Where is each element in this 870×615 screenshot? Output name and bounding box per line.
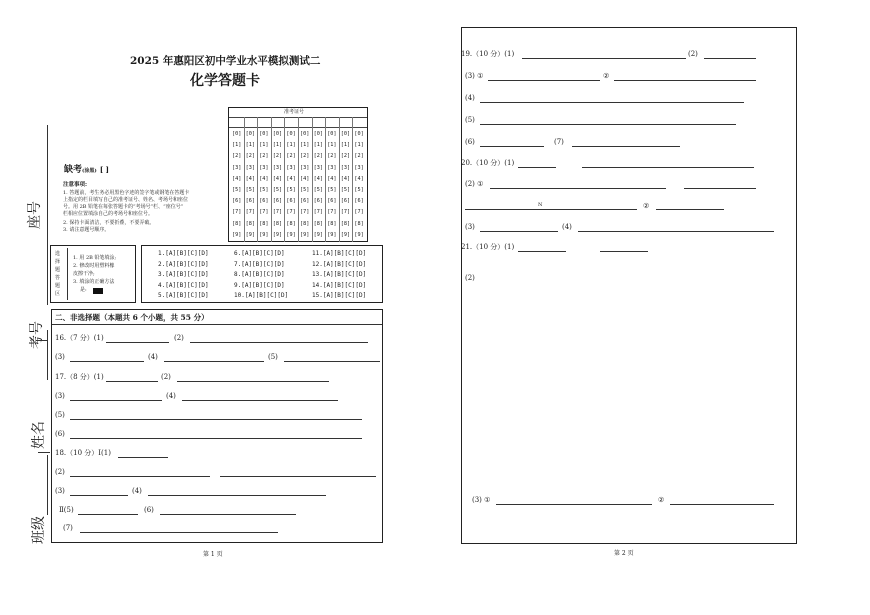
choice-question-row[interactable]: 11.[A][B][C][D] — [312, 250, 367, 257]
q18-3-line[interactable] — [70, 495, 128, 496]
q16-1-line[interactable] — [106, 342, 169, 343]
notice-line: 2. 保持卡面清洁，不要折叠，不要弄破。 — [63, 220, 155, 226]
exam-id-bubble[interactable]: [4] — [354, 175, 364, 182]
choice-question-row[interactable]: 2.[A][B][C][D] — [158, 260, 209, 268]
exam-id-bubble[interactable]: [9] — [313, 231, 323, 238]
answer-box-page-2 — [461, 27, 797, 544]
q17-4-label: (4) — [166, 392, 176, 400]
q19-4-label: (4) — [465, 94, 475, 102]
q18-5-line[interactable] — [78, 514, 138, 515]
exam-id-bubble[interactable]: [1] — [286, 142, 296, 149]
exam-id-bubble[interactable]: [6] — [354, 198, 364, 205]
card-title: 化学答题卡 — [190, 73, 260, 89]
exam-id-bubble[interactable]: [3] — [340, 164, 351, 171]
choice-question-row[interactable]: 4.[A][B][C][D] — [158, 281, 209, 289]
exam-id-bubble[interactable]: [8] — [313, 220, 323, 227]
exam-id-bubble[interactable]: [8] — [340, 220, 351, 227]
q18-6-line[interactable] — [160, 514, 296, 515]
q16-2-label: (2) — [174, 334, 184, 342]
exam-id-bubble[interactable]: [3] — [327, 164, 337, 171]
choice-question-row[interactable]: 13.[A][B][C][D] — [312, 271, 367, 278]
q19-7-line[interactable] — [572, 146, 680, 147]
exam-id-bubble[interactable]: [9] — [327, 231, 337, 238]
page-1-footer: 第 1 页 — [203, 551, 223, 558]
q18-1-label: 18.（10 分）Ⅰ(1) — [55, 449, 111, 457]
exam-id-bubble[interactable]: [3] — [354, 164, 364, 171]
q17-1-line[interactable] — [106, 381, 158, 382]
side-label-class: 班级 — [31, 516, 47, 544]
exam-id-bubble[interactable]: [2] — [259, 153, 269, 160]
choice-question-row[interactable]: 15.[A][B][C][D] — [312, 292, 367, 299]
exam-id-bubble[interactable]: [2] — [300, 153, 310, 160]
q21-1b-line[interactable] — [600, 251, 648, 252]
exam-id-bubble[interactable]: [6] — [286, 198, 296, 205]
q18-2-line-a[interactable] — [70, 476, 210, 477]
q20-1b-line[interactable] — [582, 167, 754, 168]
q16-2-line[interactable] — [190, 342, 368, 343]
choice-question-row[interactable]: 3.[A][B][C][D] — [158, 271, 209, 278]
q17-2-line[interactable] — [177, 381, 329, 382]
exam-title: 2025 年惠阳区初中学业水平模拟测试二 — [130, 55, 321, 67]
exam-id-bubble[interactable]: [8] — [354, 220, 364, 227]
choice-question-row[interactable]: 14.[A][B][C][D] — [312, 281, 367, 289]
exam-id-bubble[interactable]: [8] — [327, 220, 337, 227]
exam-id-bubble[interactable]: [0] — [313, 131, 323, 137]
q21-3a-line[interactable] — [496, 504, 652, 505]
exam-id-bubble[interactable]: [6] — [232, 198, 242, 205]
exam-id-bubble[interactable]: [2] — [272, 153, 283, 160]
notice-line: 1. 答题前，考生务必用黑色字迹的签字笔或钢笔在答题卡 — [63, 190, 190, 196]
exam-id-bubble[interactable]: [7] — [313, 209, 323, 216]
section-2-title: 二、非选择题（本题共 6 个小题，共 55 分） — [55, 313, 209, 322]
notice-line: 号。用 2B 铅笔在每张答题卡的“考场号”栏、“座位号” — [63, 204, 184, 210]
q20-3-line[interactable] — [480, 231, 558, 232]
exam-id-bubble[interactable]: [7] — [259, 209, 269, 216]
q17-1-label: 17.（8 分）(1) — [55, 373, 104, 381]
q16-1-label: 16.（7 分）(1) — [55, 334, 104, 342]
exam-id-bubble[interactable]: [2] — [313, 153, 323, 160]
q16-4-line[interactable] — [164, 361, 264, 362]
q20-3-label: (3) — [465, 223, 475, 231]
exam-id-bubble[interactable]: [4] — [313, 175, 323, 182]
exam-id-bubble[interactable]: [4] — [245, 175, 255, 182]
exam-id-bubble[interactable]: [7] — [340, 209, 351, 216]
exam-id-bubble[interactable]: [7] — [272, 209, 283, 216]
q16-5-line[interactable] — [284, 361, 380, 362]
exam-id-bubble[interactable]: [9] — [286, 231, 296, 238]
q19-4-line[interactable] — [480, 102, 744, 103]
exam-id-bubble[interactable]: [4] — [272, 175, 283, 182]
choice-question-row[interactable]: 5.[A][B][C][D] — [158, 292, 209, 299]
q16-5-label: (5) — [268, 353, 278, 361]
exam-id-header: 准考证号 — [284, 109, 305, 115]
exam-id-bubble[interactable]: [2] — [245, 153, 255, 160]
q20-2c-line[interactable] — [465, 209, 637, 210]
exam-id-bubble[interactable]: [1] — [313, 142, 323, 149]
exam-id-bubble[interactable]: [3] — [232, 164, 242, 171]
q21-1a-line[interactable] — [518, 251, 566, 252]
exam-id-bubble[interactable]: [5] — [272, 187, 283, 193]
exam-id-bubble[interactable]: [4] — [300, 175, 310, 182]
exam-id-bubble[interactable]: [6] — [272, 198, 283, 205]
q18-2-line-b[interactable] — [220, 476, 376, 477]
q19-7-label: (7) — [554, 138, 564, 146]
page-2-footer: 第 2 页 — [614, 550, 634, 557]
notice-line: 3. 请注意题号顺序。 — [63, 227, 110, 233]
choice-question-row[interactable]: 9.[A][B][C][D] — [234, 281, 285, 289]
exam-id-bubble[interactable]: [0] — [232, 131, 242, 137]
exam-id-bubble[interactable]: [4] — [340, 175, 351, 182]
q19-6-label: (6) — [465, 138, 475, 146]
exam-id-bubble[interactable]: [4] — [327, 175, 337, 182]
exam-id-bubble[interactable]: [9] — [340, 231, 351, 238]
q16-3-line[interactable] — [70, 361, 144, 362]
q20-2d-label: ② — [643, 202, 650, 210]
exam-id-bubble[interactable]: [0] — [300, 131, 310, 137]
exam-id-bubble[interactable]: [5] — [232, 187, 242, 193]
q16-4-label: (4) — [148, 353, 158, 361]
q17-4-line[interactable] — [182, 400, 338, 401]
exam-id-bubble[interactable]: [3] — [300, 164, 310, 171]
exam-id-bubble[interactable]: [1] — [245, 142, 255, 149]
exam-id-bubble[interactable]: [5] — [245, 187, 255, 193]
non-choice-section — [51, 309, 383, 543]
q18-7-line[interactable] — [80, 532, 278, 533]
exam-id-bubble[interactable]: [9] — [300, 231, 310, 238]
exam-id-bubble[interactable]: [9] — [272, 231, 283, 238]
q20-1-label: 20.（10 分）(1) — [461, 159, 515, 167]
selection-rules-box: 选 择 题 答 题 区 1. 用 2B 铅笔填涂; 2. 修改时用塑料橡 皮擦干净; 3. 填涂的正确方法 是: — [50, 245, 136, 303]
exam-id-bubble[interactable]: [4] — [286, 175, 296, 182]
q19-2-line[interactable] — [704, 58, 756, 59]
exam-id-bubble[interactable]: [3] — [313, 164, 323, 171]
exam-id-bubble[interactable]: [0] — [259, 131, 269, 137]
exam-id-bubble[interactable]: [7] — [286, 209, 296, 216]
notice-line: 上指定的栏目填写自己的准考证号、姓名、考场号和座位 — [63, 197, 189, 203]
exam-id-bubble[interactable]: [1] — [232, 142, 242, 149]
exam-id-bubble[interactable]: [1] — [340, 142, 351, 149]
exam-id-bubble[interactable]: [6] — [313, 198, 323, 205]
exam-id-bubble[interactable]: [7] — [354, 209, 364, 216]
q19-2-label: (2) — [688, 50, 698, 58]
q18-3-label: (3) — [55, 487, 65, 495]
q19-1-line[interactable] — [522, 58, 686, 59]
exam-id-bubble[interactable]: [1] — [300, 142, 310, 149]
exam-id-bubble[interactable]: [3] — [259, 164, 269, 171]
exam-id-bubble[interactable]: [0] — [327, 131, 337, 137]
q17-5-label: (5) — [55, 411, 65, 419]
exam-id-bubble[interactable]: [6] — [259, 198, 269, 205]
exam-id-bubble[interactable]: [6] — [340, 198, 351, 205]
q20-4-line[interactable] — [578, 231, 774, 232]
q20-2d-line[interactable] — [656, 209, 724, 210]
q19-3a-line[interactable] — [488, 80, 600, 81]
exam-id-bubble[interactable]: [8] — [272, 220, 283, 227]
q18-7-label: (7) — [63, 524, 73, 532]
exam-id-bubble[interactable]: [8] — [259, 220, 269, 227]
choice-question-row[interactable]: 7.[A][B][C][D] — [234, 260, 285, 268]
exam-id-bubble[interactable]: [5] — [300, 187, 310, 193]
q19-3-label: (3) ① — [465, 72, 484, 80]
choice-question-row[interactable]: 6.[A][B][C][D] — [234, 250, 285, 257]
q21-3-label: (3) ① — [472, 496, 491, 504]
q20-1a-line[interactable] — [518, 167, 556, 168]
exam-id-bubble[interactable]: [5] — [259, 187, 269, 193]
q17-5-line[interactable] — [70, 419, 362, 420]
q16-3-label: (3) — [55, 353, 65, 361]
exam-id-bubble[interactable]: [1] — [272, 142, 283, 149]
exam-id-bubble[interactable]: [8] — [286, 220, 296, 227]
exam-id-bubble[interactable]: [0] — [354, 131, 364, 137]
q21-3b-line[interactable] — [670, 504, 774, 505]
exam-id-bubble[interactable]: [5] — [340, 187, 351, 193]
exam-id-bubble[interactable]: [8] — [300, 220, 310, 227]
notice-line: 栏相应位置填涂自己的考场号和座位号。 — [63, 211, 154, 217]
exam-id-bubble[interactable]: [0] — [272, 131, 283, 137]
exam-id-bubble[interactable]: [0] — [286, 131, 296, 137]
exam-id-grid — [228, 107, 368, 242]
exam-id-bubble[interactable]: [7] — [245, 209, 255, 216]
side-label-exam-no: 考号 — [29, 321, 45, 349]
exam-id-bubble[interactable]: [7] — [300, 209, 310, 216]
q20-n-mark: N — [538, 202, 543, 208]
q17-3-line[interactable] — [70, 400, 162, 401]
q17-2-label: (2) — [161, 373, 171, 381]
exam-id-bubble[interactable]: [6] — [327, 198, 337, 205]
exam-id-bubble[interactable]: [1] — [327, 142, 337, 149]
exam-id-bubble[interactable]: [7] — [232, 209, 242, 216]
filled-mark-sample — [93, 288, 103, 294]
exam-id-bubble[interactable]: [2] — [354, 153, 364, 160]
exam-id-bubble[interactable]: [1] — [259, 142, 269, 149]
q18-4-line[interactable] — [148, 495, 326, 496]
q18-2-label: (2) — [55, 468, 65, 476]
q21-1-label: 21.（10 分）(1) — [461, 243, 515, 251]
choice-question-row[interactable]: 1.[A][B][C][D] — [158, 250, 209, 257]
side-label-name: 姓名 — [31, 421, 47, 449]
exam-id-bubble[interactable]: [0] — [340, 131, 351, 137]
exam-id-bubble[interactable]: [9] — [354, 231, 364, 238]
exam-id-bubble[interactable]: [2] — [232, 153, 242, 160]
exam-id-bubble[interactable]: [5] — [327, 187, 337, 193]
q17-6-line[interactable] — [70, 438, 362, 439]
choice-question-row[interactable]: 10.[A][B][C][D] — [234, 292, 289, 299]
q20-4-label: (4) — [562, 223, 572, 231]
exam-id-bubble[interactable]: [8] — [245, 220, 255, 227]
q21-2-label: (2) — [465, 274, 475, 282]
exam-id-bubble[interactable]: [2] — [340, 153, 351, 160]
exam-id-bubble[interactable]: [3] — [286, 164, 296, 171]
q19-1-label: 19.（10 分）(1) — [461, 50, 515, 58]
q20-2b-line[interactable] — [684, 188, 756, 189]
q17-6-label: (6) — [55, 430, 65, 438]
q18-1-line[interactable] — [118, 457, 168, 458]
q19-5-label: (5) — [465, 116, 475, 124]
notice-title: 注意事项: — [63, 182, 88, 188]
q19-3b-label: ② — [603, 72, 610, 80]
exam-id-bubble[interactable]: [6] — [245, 198, 255, 205]
exam-id-bubble[interactable]: [4] — [259, 175, 269, 182]
exam-id-bubble[interactable]: [8] — [232, 220, 242, 227]
exam-id-bubble[interactable]: [9] — [245, 231, 255, 238]
exam-id-bubble[interactable]: [7] — [327, 209, 337, 216]
q19-3b-line[interactable] — [614, 80, 756, 81]
q18-6-label: (6) — [144, 506, 154, 514]
exam-id-bubble[interactable]: [5] — [286, 187, 296, 193]
q18-4-label: (4) — [132, 487, 142, 495]
q19-5-line[interactable] — [480, 124, 736, 125]
q19-6-line[interactable] — [480, 146, 544, 147]
exam-id-bubble[interactable]: [4] — [232, 175, 242, 182]
choice-question-row[interactable]: 12.[A][B][C][D] — [312, 260, 367, 268]
exam-id-bubble[interactable]: [3] — [245, 164, 255, 171]
exam-id-bubble[interactable]: [0] — [245, 131, 255, 137]
exam-id-bubble[interactable]: [3] — [272, 164, 283, 171]
exam-id-bubble[interactable]: [1] — [354, 142, 364, 149]
q21-3b-label: ② — [658, 496, 665, 504]
exam-id-bubble[interactable]: [9] — [259, 231, 269, 238]
exam-id-bubble[interactable]: [5] — [354, 187, 364, 193]
q20-2a-line[interactable] — [490, 188, 666, 189]
exam-id-bubble[interactable]: [5] — [313, 187, 323, 193]
q18-5-label: Ⅱ(5) — [59, 506, 74, 514]
exam-id-bubble[interactable]: [2] — [327, 153, 337, 160]
q17-3-label: (3) — [55, 392, 65, 400]
choice-options-box — [141, 245, 383, 303]
side-label-seat: 座号 — [27, 201, 43, 229]
exam-id-bubble[interactable]: [9] — [232, 231, 242, 238]
absent-label: 缺考(涂黑) [ ] — [64, 165, 109, 175]
choice-question-row[interactable]: 8.[A][B][C][D] — [234, 271, 285, 278]
exam-id-bubble[interactable]: [6] — [300, 198, 310, 205]
exam-id-bubble[interactable]: [2] — [286, 153, 296, 160]
q20-2-label: (2) ① — [465, 180, 484, 188]
